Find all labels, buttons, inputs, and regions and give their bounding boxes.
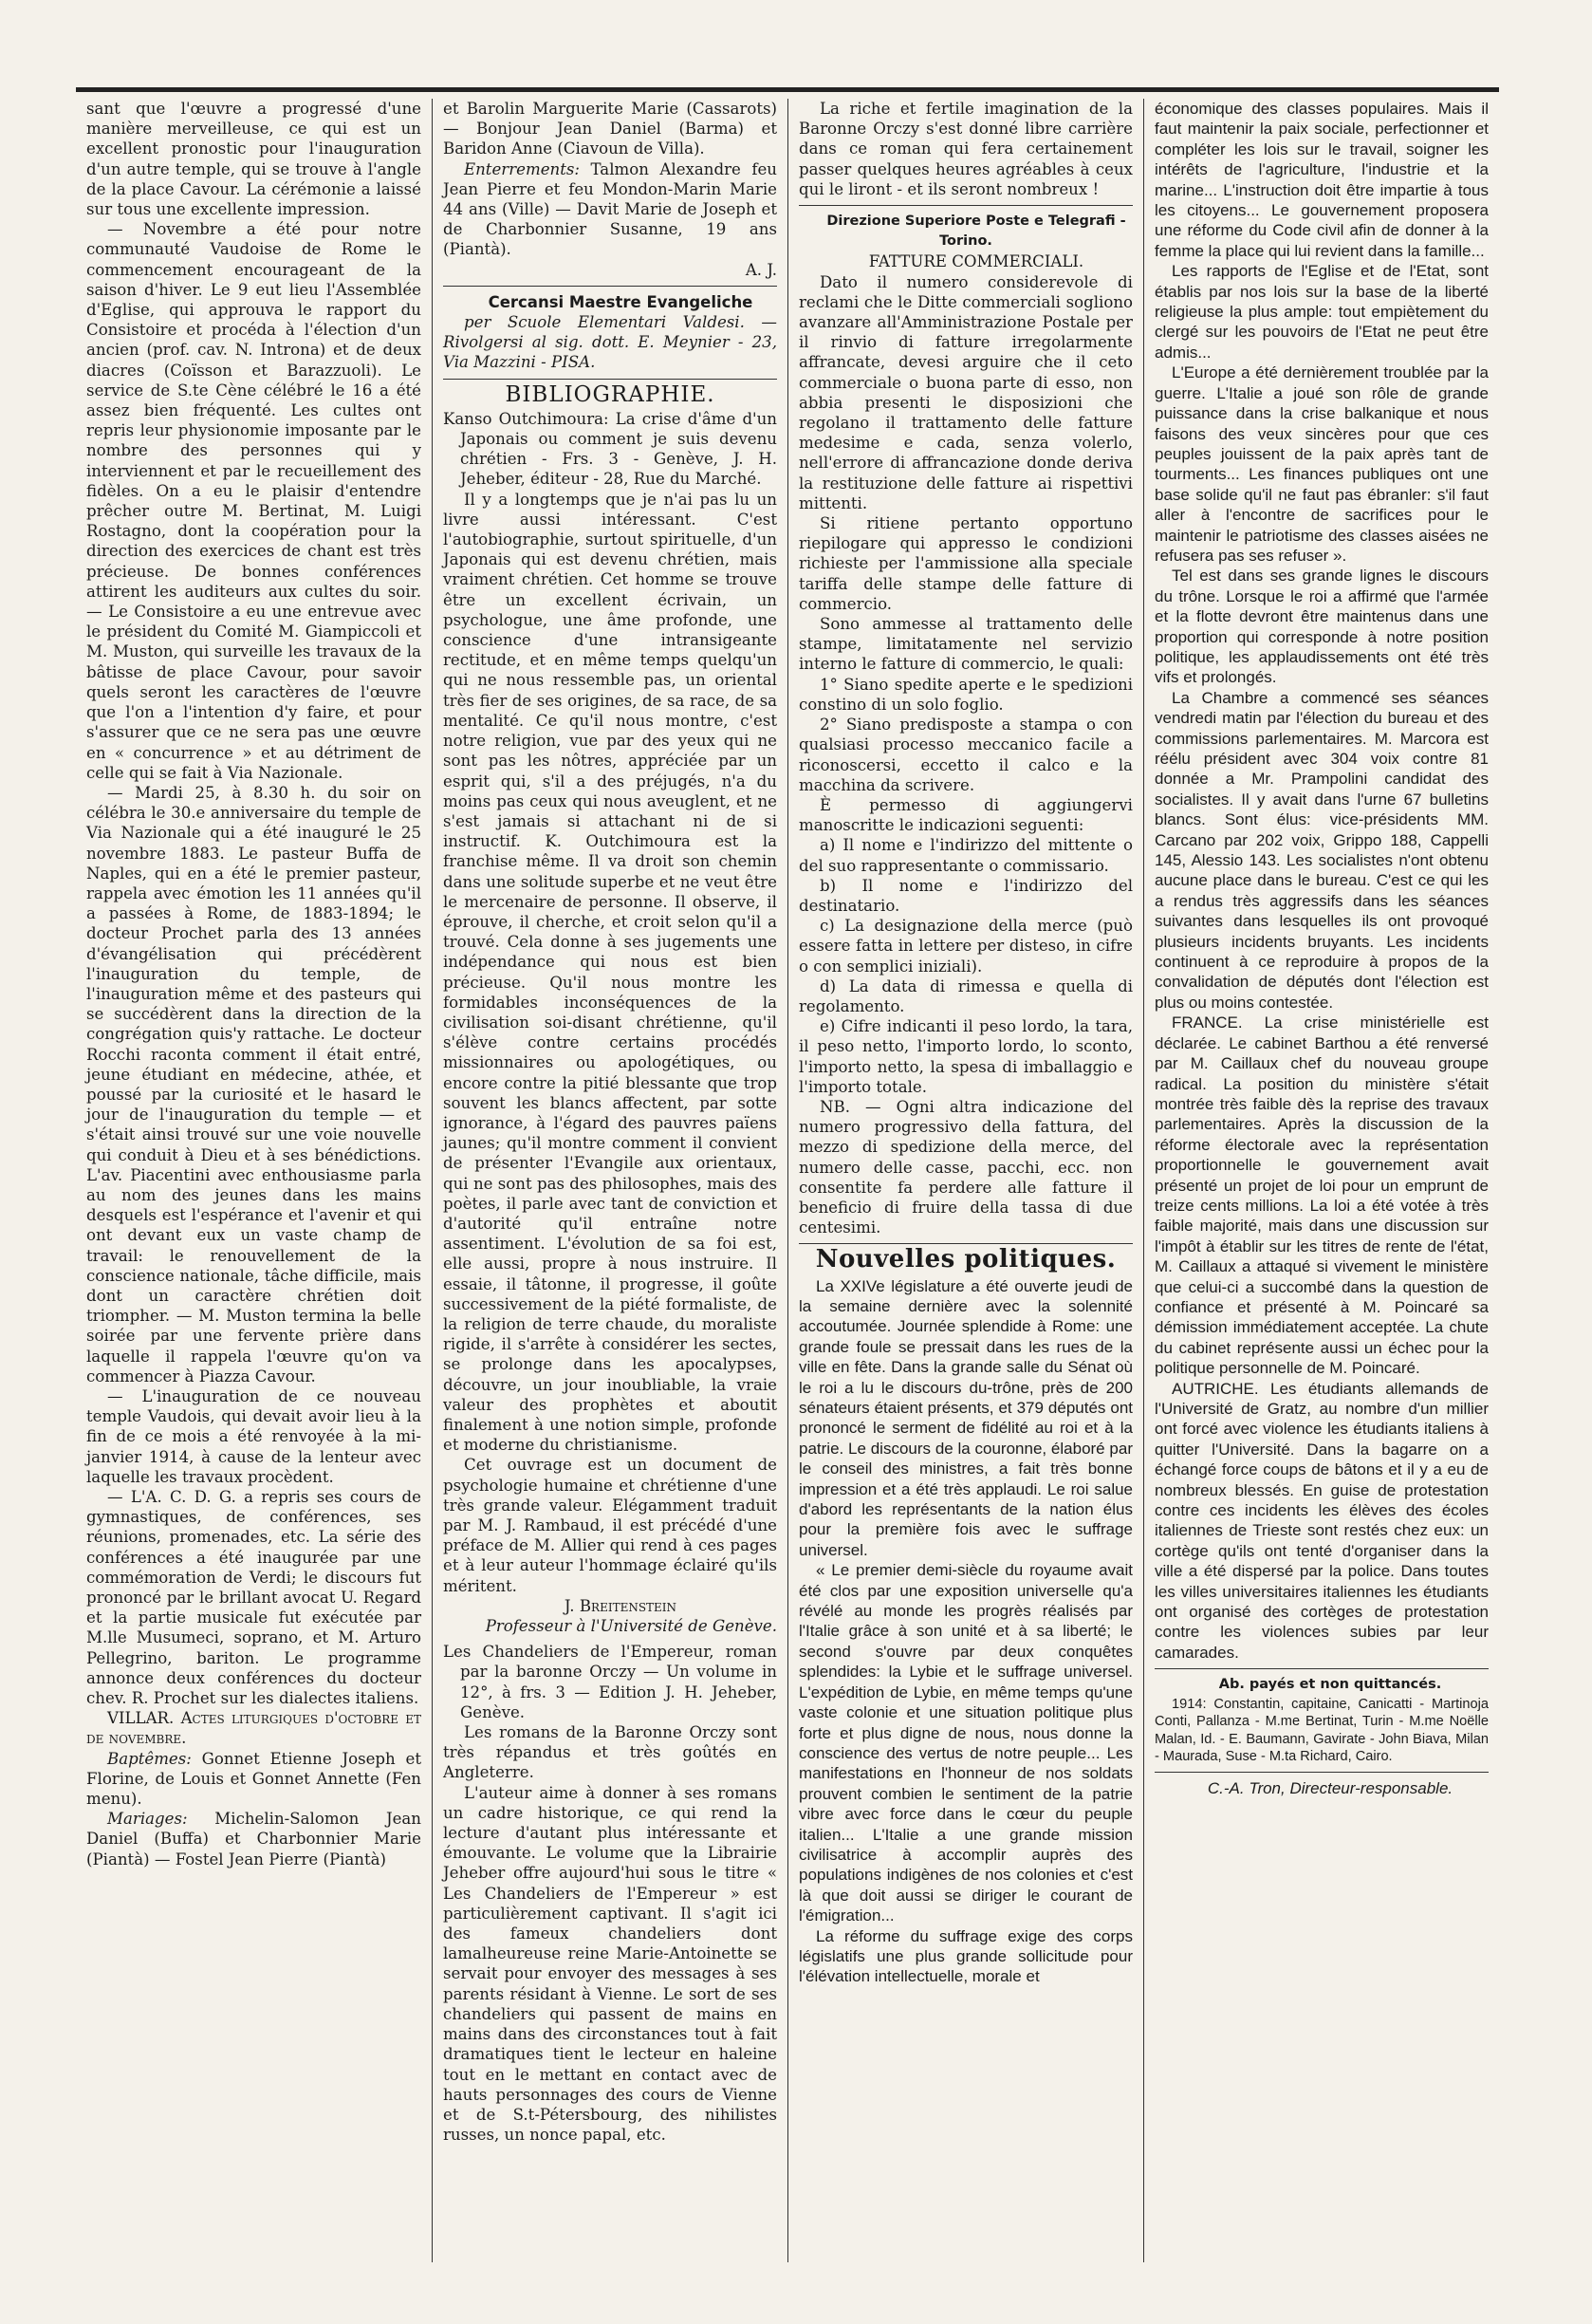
divider (799, 205, 1133, 206)
column-1 (76, 99, 432, 2262)
paragraph: AUTRICHE. Les étudiants allemands de l'Université de Gratz, au nombre d'un millier ont forcé avec violence les étudiants italiens à quitter l'Université. Dans la bagarre on a échangé force coups de bâtons et il y a eu de nombreux blessés. En guise de protestation contre ces incidents les élèves des écoles italiennes de Trieste sont restés chez eux: un cortège qu'ils ont tenté d'organiser dans la ville a été dispersé par la police. Dans toutes les villes universitaires italiennes les étudiants ont organisé des cortèges de protestation contre les violences subies par leur camarades. (1155, 1379, 1489, 1662)
column-3 (787, 99, 1143, 2262)
paragraph: Cet ouvrage est un document de psychologie humaine et chrétienne d'une très grande valeur. Elégamment traduit par M. J. Rambaud, il est précédé d'une préface de M. Allier qui rend à ces pages et à leur auteur l'hommage éclairé qu'ils méritent. (443, 1456, 777, 1595)
notice-heading: Cercansi Maestre Evangeliche (488, 292, 753, 311)
villar-mariages (86, 1809, 421, 1869)
paragraph: Tel est dans ses grande lignes le discours du trône. Lorsque le roi a affirmé que l'armée et la flotte devront être maintenus dans une proportion qui corresponde à notre position politique, les applaudissements ont été très vifs et prolongés. (1155, 567, 1489, 687)
review-author-title: Professeur à l'Université de Genève. (485, 1617, 777, 1636)
list-item: c) La designazione della merce (può essere fatta in lettere per disteso, in cifre o con semplici iniziali). (799, 917, 1133, 976)
paragraph: et Barolin Marguerite Marie (Cassarots) — Bonjour Jean Daniel (Barma) et Baridon Anne (Ciavoun de Villa). (443, 100, 777, 158)
section-title: BIBLIOGRAPHIE. (505, 381, 715, 407)
paragraph: La riche et fertile imagination de la Baronne Orczy s'est donné libre carrière dans ce roman qui fera certainement passer quelques heures agréables à ceux qui le liront - et ils seront nombreux ! (799, 100, 1133, 198)
paragraph: La Chambre a commencé ses séances vendredi matin par l'élection du bureau et des commissions parlementaires. M. Marcora est réélu président avec 304 voix contre 81 donnée a Mr. Prampolini candidat des socialistes. Il y avait dans l'urne 67 bulletins blancs. Sont élus: vice-présidents MM. Carcano par 202 voix, Grippo 188, Cappelli 145, Alessio 143. Les socialistes n'ont obtenu aucune place dans le bureau. C'est ce qui les a rendus très aggressifs dans les séances suivantes dans lesquelles ils ont provoqué plusieurs incidents bruyants. Les incidents continuent à ce reproduire à propos de la convalidation de députés dont l'élection est plus ou moins contestée. (1155, 688, 1489, 1012)
paragraph: La réforme du suffrage exige des corps législatifs une plus grande sollicitude pour l'élévation intellectuelle, morale et (799, 1926, 1133, 1986)
subscriptions-heading: Ab. payés et non quittancés. (1218, 1677, 1442, 1693)
paragraph: Dato il numero considerevole di reclami che le Ditte commerciali sogliono avanzare all'Amministrazione Postale per il rinvio di fatture irregolarmente affrancate, devesi arguire che il ceto commerciale o buona parte di esso, non abbia presenti le disposizioni che regolano il trattamento delle fatture medesime e cada, senza volerlo, nell'errore di affrancazione donde deriva la restituzione delle fatture ai rispettivi mittenti. (799, 272, 1133, 512)
villar-heading: VILLAR. Actes liturgiques d'octobre et de novembre. (86, 1709, 421, 1748)
director-signature: C.-A. Tron, Directeur-responsable. (1207, 1779, 1453, 1798)
list-item: d) La data di rimessa e quella di regolamento. (799, 976, 1133, 1015)
enterrements-text: Talmon Alexandre feu Jean Pierre et feu Mondon-Marin Marie 44 ans (Ville) — Davit Marie de Joseph et de Charbonnier Susanne, 19 ans (Piantà). (443, 159, 777, 259)
notice-subheading: FATTURE COMMERCIALI. (868, 252, 1084, 271)
enterrements-label: Enterrements: (464, 159, 580, 178)
nouvelles-body (799, 1276, 1133, 1987)
section-title: Nouvelles politiques. (815, 1245, 1117, 1274)
review-author: J. Breitenstein (564, 1596, 677, 1615)
paragraph: Il y a longtemps que je n'ai pas lu un livre aussi intéressant. C'est l'autobiographie, surtout spirituelle, d'un Japonais qui est devenu chrétien, mais vraiment chrétien. Cet homme se trouve être un excellent écrivain, un psychologue, une âme profonde, une conscience d'une intransigeante rectitude, et en même temps quelqu'un qui ne nous ressemble pas, un oriental très fier de ses origines, de sa race, de sa mentalité. Ce qu'il nous montre, c'est notre religion, vue par des yeux qui ne sont pas les nôtres, appréciée par un esprit qui, s'il a des préjugés, n'a du moins pas ceux qui nous aveuglent, et ne s'est jamais si attachant ni de si instructif. K. Outchimoura est la franchise même. Il va droit son chemin dans une solitude superbe et ne veut être le mercenaire de personne. Il observe, il éprouve, il cherche, et croit selon qu'il a trouvé. Cela donne à ses jugements une indépendance qui nous est bien précieuse. Qu'il nous montre les formidables inconséquences de la civilisation soi-disant chrétienne, qu'il s'élève contre certains procédés missionnaires ou apologétiques, ou encore contre la pitié blessante que trop souvent les blancs affectent, par sotte ignorance, à l'égard des pauvres païens jaunes; qu'il montre comment il convient de présenter l'Evangile aux orientaux, qui ne sont pas des philosophes, mais des poètes, il parle avec tant de conviction et d'autorité qu'il entraîne notre assentiment. L'évolution de sa foi est, elle aussi, propre à nous instruire. Il essaie, il tâtonne, il progresse, il goûte successivement de la piété formaliste, de la religion de terre chaude, du moraliste rigide, il s'arrête à considérer les sectes, se prolonge dans les apocalypses, découvre, un jour inoubliable, la vraie valeur des prophètes et aboutit finalement à une notion simple, profonde et moderne du christianisme. (443, 490, 777, 1455)
column-4 (1143, 99, 1499, 2262)
paragraph: « Le premier demi-siècle du royaume avait été clos par une exposition universelle qu'a révélé au monde les progrès réalisés par l'Italie grâce à son unité et à sa liberté; le second s'ouvre par deux conquêtes splendides: la Lybie et le suffrage universel. L'expédition de Lybie, en même temps qu'une vaste colonie et une situation politique plus forte et plus digne de nous, nous donne la conscience des vertus de notre peuple... Les manifestations en l'honneur de nos soldats prouvent combien le sentiment de la patrie vibre avec force dans le cœur du peuple italien... L'Italie a une grande mission civilisatrice à accomplir auprès des populations indigènes de nos colonies et c'est là que doit aussi se diriger le courant de l'émigration... (799, 1561, 1133, 1925)
top-rule (76, 87, 1499, 92)
divider (799, 1243, 1133, 1244)
paragraph: FRANCE. La crise ministérielle est déclarée. Le cabinet Barthou a été renversé par M. Caillaux chef du nouveau groupe radical. La position du ministère s'était montrée très faible dès la reprise des travaux parlementaires. Après la discussion de la réforme électorale avec la représentation proportionnelle le gouvernement avait présenté un projet de loi pour un emprunt de treize cents millions. La loi a été votée à très faible majorité, mais dans une discussion sur l'impôt à établir sur les titres de rente de l'état, M. Caillaux a attaqué si vivement le ministère que celui-ci a succombé dans la question de confiance et présenté à M. Poincaré sa démission immédiatement acceptée. La chute du cabinet représente aussi un échec pour la politique personnelle de M. Poincaré. (1155, 1013, 1489, 1378)
book-heading: Les Chandeliers de l'Empereur, roman par la baronne Orczy — Un volume in 12°, à frs. 3 — Edition J. H. Jeheber, Genève. (443, 1643, 777, 1721)
paragraph: 1° Siano spedite aperte e le spedizioni constino di un solo foglio. (799, 675, 1133, 714)
paragraph: économique des classes populaires. Mais il faut maintenir la paix sociale, perfectionner et compléter les lois sur le travail, soigner les intérêts de l'agriculture, l'industrie et la marine... L'instruction doit être impartie à tous les citoyens... Le gouvernement proposera une réforme du Code civil afin de donner à la femme la place qui lui revient dans la famille... (1155, 100, 1489, 260)
list-item: b) Il nome e l'indirizzo del destinatario. (799, 876, 1133, 915)
paragraph: La XXIVe législature a été ouverte jeudi de la semaine dernière avec la solennité accoutumée. Journée splendide à Rome: une grande foule se pressait dans les rues de la ville en fête. Dans la grande salle du Sénat où le roi a lu le discours du-trône, près de 200 sénateurs étaient présents, et 379 députés ont prononcé le serment de fidélité au roi et à la patrie. Le discours de la couronne, élaboré par le conseil des ministres, a fait très bonne impression et a été très applaudi. Le roi salue d'abord les représentants de la nation élus pour la première fois avec le suffrage universel. (799, 1276, 1133, 1559)
signature: A. J. (745, 260, 777, 279)
divider (443, 286, 777, 287)
villar-mariages-label: Mariages: (107, 1810, 188, 1829)
paragraph: Si ritiene pertanto opportuno riepilogare qui appresso le condizioni richieste per l'ammissione alla speciale tariffa delle stampe delle fatture di commercio. (799, 514, 1133, 613)
divider (1155, 1668, 1489, 1669)
paragraph: — Novembre a été pour notre communauté Vaudoise de Rome le commencement encourageant de la saison d'hiver. Le 9 eut lieu l'Assemblée d'Eglise, qui approuva le rapport du Consistoire et procéda à l'élection d'un ancien (prof. cav. N. Introna) et de deux diacres (Coïsson et Barazzuoli). Le service de S.te Cène célébré le 16 a été assez bien fréquenté. Les cultes ont repris leur physionomie imposante par le nombre des personnes qui y interviennent et par le recueillement des fidèles. On a eu le plaisir d'entendre prêcher outre M. Bertinat, M. Luigi Rostagno, dont la coopération pour la direction des exercices de chant est très précieuse. De bonnes conférences attirent les auditeurs aux cultes du soir. — Le Consistoire a eu une entrevue avec le président du Comité M. Giampiccoli et M. Muston, qui surveille les travaux de la bâtisse de place Cavour, pour savoir quels seront les caractères de l'œuvre que l'on a l'intention d'y faire, et pour s'assurer que ce ne sera pas une œuvre en « concurrence » et au détriment de celle qui se fait à Via Nazionale. (86, 220, 421, 782)
enterrements (443, 159, 777, 260)
paragraph: — Mardi 25, à 8.30 h. du soir on célébra le 30.e anniversaire du temple de Via Nazionale qui a été inauguré le 25 novembre 1883. Le pasteur Buffa de Naples, qui en a été le premier pasteur, rappela avec émotion les 11 années qu'il a passées à Rome, de 1883-1894; le docteur Prochet parla des 13 années d'évangélisation qui précédèrent l'inauguration du temple, de l'inauguration même et des pasteurs qui se succédèrent dans la direction de la congrégation quis'y rattache. Le docteur Rocchi raconta comment il était entré, jeune étudiant en médecine, athée, et poussé par la curiosité et le hasard le jour de l'inauguration du temple — et s'était ainsi trouvé sur une voie nouvelle qui conduit à Dieu et à ses bénédictions. L'av. Piacentini avec enthousiasme parla au nom des jeunes dans les mains desquels est l'espérance et l'avenir et qui ont devant eux un vaste champ de travail: le renouvellement de la conscience nationale, tâche difficile, mais dont un caractère chrétien doit triompher. — M. Muston termina la belle soirée par une fervente prière dans laquelle il rappela l'œuvre qu'on va commencer à Piazza Cavour. (86, 783, 421, 1385)
paragraph: sant que l'œuvre a progressé d'une manière merveilleuse, ce qui est un excellent pronostic pour l'inauguration d'un autre temple, qui se trouve à l'angle de la place Cavour. La cérémonie a laissé sur tous une excellente impression. (86, 100, 421, 219)
paragraph: Les rapports de l'Eglise et de l'Etat, sont établis par nos lois sur la base de la liberté religieuse la plus ample: tout empiètement du clergé sur les pouvoirs de l'Etat ne peut être admis... (1155, 262, 1489, 362)
list-item: a) Il nome e l'indirizzo del mittente o del suo rappresentante o commissario. (799, 836, 1133, 875)
paragraph: Sono ammesse al trattamento delle stampe, limitatamente nel servizio interno le fatture di commercio, le quali: (799, 615, 1133, 674)
notice-body: per Scuole Elementari Valdesi. — Rivolgersi al sig. dott. E. Meynier - 23, Via Mazzini - PISA. (443, 313, 777, 372)
divider (1155, 1772, 1489, 1773)
notice-heading: Direzione Superiore Poste e Telegrafi - Torino. (826, 214, 1126, 250)
paragraph: — L'A. C. D. G. a repris ses cours de gymnastiques, de conférences, ses réunions, promenades, etc. La série des conférences a été inaugurée par une commémoration de Verdi; le discours fut prononcé par le brillant avocat U. Regard et la partie musicale fut exécutée par M.lle Musumeci, soprano, et M. Arturo Pellegrino, bariton. Le programme annonce deux conférences du docteur chev. R. Prochet sur les dialectes italiens. (86, 1488, 421, 1708)
column-2 (432, 99, 787, 2262)
villar-mariages-text: Michelin-Salomon Jean Daniel (Buffa) et Charbonnier Marie (Piantà) — Fostel Jean Pierre (Piantà) (86, 1810, 421, 1868)
columns (76, 99, 1499, 2262)
divider (443, 379, 777, 380)
paragraph: È permesso di aggiungervi manoscritte le indicazioni seguenti: (799, 795, 1133, 835)
villar-baptems-label: Baptêmes: (107, 1749, 192, 1768)
paragraph: 2° Siano predisposte a stampa o con qualsiasi processo meccanico facile a riconoscersi, eccetto il calco e la macchina da scrivere. (799, 716, 1133, 794)
list-item: e) Cifre indicanti il peso lordo, la tara, il peso netto, l'importo lordo, lo sconto, l'importo netto, la spesa di imballaggio e l'importo totale. (799, 1017, 1133, 1096)
paragraph: Les romans de la Baronne Orczy sont très répandus et très goûtés en Angleterre. (443, 1723, 777, 1782)
paragraph: L'auteur aime à donner à ses romans un cadre historique, ce qui rend la lecture d'autant plus intéressante et émouvante. Le volume que la Librairie Jeheber offre aujourd'hui sous le titre « Les Chandeliers de l'Empereur » est particulièrement captivant. Il s'agit ici des fameux chandeliers dont lamalheureuse reine Marie-Antoinette se servait pour envoyer des messages à ses parents résidant à Vienne. Le sort de ses chandeliers qui passent de mains en mains dans des circonstances tout à fait dramatiques tient le lecteur en haleine tout en le mettant en contact avec de hauts personnages des cours de Vienne et de S.t-Pétersbourg, des nihilistes russes, un nonce papal, etc. (443, 1783, 777, 2145)
paragraph: L'Europe a été dernièrement troublée par la guerre. L'Italie a joué son rôle de grande puissance dans la crise balkanique et nous faisons des veux sincères pour que ces peuples jouissent de la paix après tant de tourments... Les finances publiques ont une base solide qu'il ne faut pas ébranler: s'il faut aller à l'encontre de sacrifices pour le maintenir le patriotisme des classes aisées ne refusera pas ses refuser ». (1155, 363, 1489, 565)
paragraph: NB. — Ogni altra indicazione del numero progressivo della fattura, del mezzo di spedizione della merce, del numero delle casse, pacchi, ecc. non consentite fa perdere alle fatture il beneficio di fruire della tassa di due centesimi. (799, 1097, 1133, 1237)
villar-baptems-text: Gonnet Etienne Joseph et Florine, de Louis et Gonnet Annette (Fen menu). (86, 1749, 422, 1809)
subscriptions-list: 1914: Constantin, capitaine, Canicatti - Martinoja Conti, Pallanza - M.me Bertinat, Turin - M.me Noëlle Malan, Id. - E. Baumann, Gavirate - John Biava, Milan - Maurada, Suse - M.ta Richard, Cairo. (1155, 1696, 1489, 1765)
paragraph: — L'inauguration de ce nouveau temple Vaudois, qui devait avoir lieu à la fin de ce mois a été renvoyée à la mi-janvier 1914, à cause de la lenteur avec laquelle les travaux procèdent. (86, 1387, 421, 1486)
book-heading: Kanso Outchimoura: La crise d'âme d'un Japonais ou comment je suis devenu chrétien - Frs. 3 - Genève, J. H. Jeheber, éditeur - 28, Rue du Marché. (443, 409, 777, 489)
villar-baptems (86, 1749, 421, 1810)
